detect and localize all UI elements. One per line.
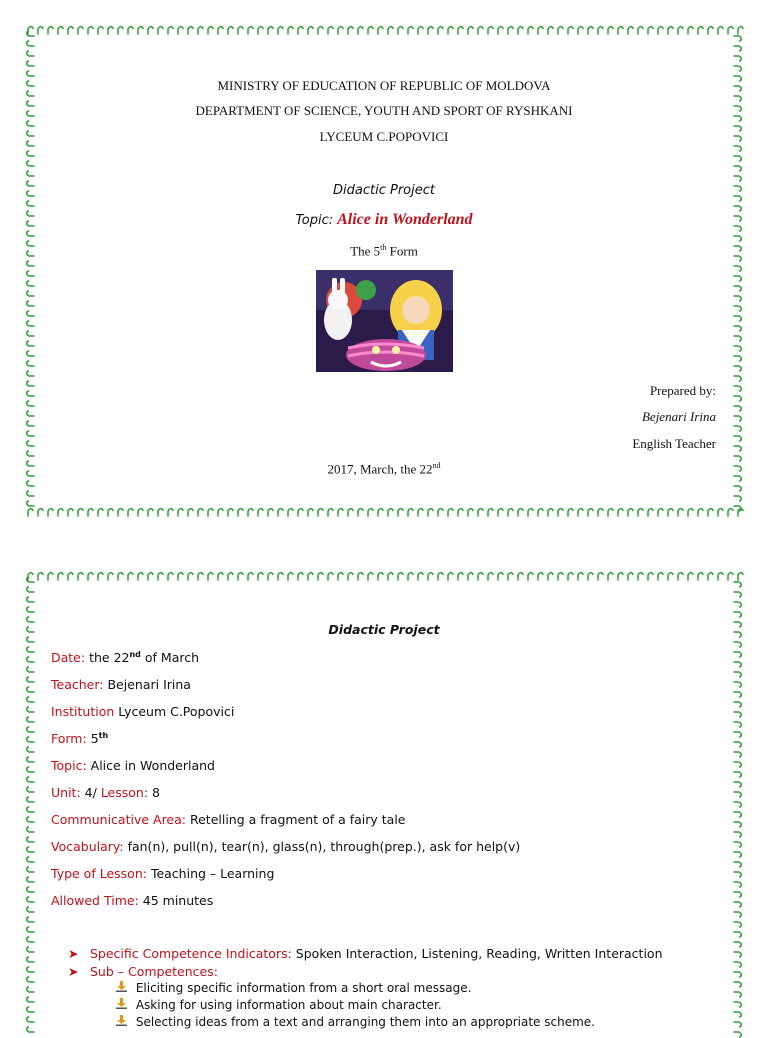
cover-date-sup: nd: [432, 461, 441, 470]
sci-label: Specific Competence Indicators:: [89, 946, 292, 961]
alice-illustration: [316, 270, 453, 372]
list-item: [116, 981, 471, 995]
project-title: Didactic Project: [328, 622, 440, 637]
cover-page: [22, 22, 746, 518]
form-line: [22, 243, 746, 259]
field-vocabulary: [51, 839, 520, 854]
form-label: Form:: [51, 731, 87, 747]
field-type: [51, 866, 274, 881]
time-value: 45 minutes: [142, 893, 214, 908]
author-role: English Teacher: [632, 436, 716, 451]
field-unit: [51, 785, 160, 800]
date-pre: the 22: [89, 650, 130, 666]
project-line: Didactic Project: [333, 183, 435, 198]
comm-value: Retelling a fragment of a fairy tale: [189, 812, 406, 827]
type-label: Type of Lesson:: [51, 866, 147, 881]
type-value: Teaching – Learning: [150, 866, 275, 881]
subcomp-label: Sub – Competences:: [89, 964, 218, 979]
field-topic: [51, 758, 215, 773]
lyceum-line: LYCEUM C.POPOVICI: [319, 129, 449, 144]
field-institution: [51, 704, 234, 719]
prepared-by: Prepared by:: [649, 383, 716, 398]
unit-value: 4/: [84, 785, 97, 800]
field-time: [51, 893, 213, 908]
topic-value: Alice in Wonderland: [90, 758, 215, 773]
institution-value: Lyceum C.Popovici: [118, 704, 235, 719]
arrow-bullet-icon: ➤: [68, 964, 79, 979]
department-line: DEPARTMENT OF SCIENCE, YOUTH AND SPORT OF RYSHKANI: [195, 103, 573, 118]
time-label: Allowed Time:: [51, 893, 139, 908]
form-value: 5: [90, 731, 99, 747]
author-name: Bejenari Irina: [641, 409, 716, 424]
topic-label: Topic:: [51, 758, 87, 773]
arrow-bullet-icon: ➤: [68, 946, 79, 961]
cover-date-pre: 2017, March, the 22: [327, 461, 433, 477]
form-sup: th: [380, 243, 387, 252]
download-arrow-icon: [116, 981, 132, 995]
list-item: [116, 1015, 595, 1029]
comm-label: Communicative Area:: [51, 812, 186, 827]
form-pre: The 5: [350, 243, 381, 259]
vocab-value: fan(n), pull(n), tear(n), glass(n), through(prep.), ask for help(v): [127, 839, 521, 854]
sci-value: Spoken Interaction, Listening, Reading, Written Interaction: [295, 946, 663, 961]
form-post: Form: [389, 243, 418, 259]
institution-label: Institution: [51, 704, 115, 719]
topic-line: [22, 211, 746, 229]
download-arrow-icon: [116, 1015, 132, 1029]
form-sup: th: [98, 731, 109, 740]
download-arrow-icon: [116, 998, 132, 1012]
field-teacher: [51, 677, 191, 692]
lesson-value: 8: [152, 785, 160, 800]
sub-competences: [68, 964, 218, 979]
topic-label: Topic:: [295, 213, 334, 228]
subcomp-text: Asking for using information about main character.: [135, 998, 442, 1012]
field-communicative-area: [51, 812, 406, 827]
date-sup: nd: [129, 650, 141, 659]
project-page: [22, 568, 746, 1038]
date-post: of March: [144, 650, 200, 666]
list-item: [116, 998, 442, 1012]
subcomp-text: Selecting ideas from a text and arranging them into an appropriate scheme.: [135, 1015, 595, 1029]
cover-date: [22, 461, 746, 477]
topic-title: Alice in Wonderland: [337, 211, 473, 228]
field-date: [51, 650, 199, 665]
lesson-label: Lesson:: [100, 785, 149, 800]
subcomp-text: Eliciting specific information from a short oral message.: [135, 981, 472, 995]
ministry-line: MINISTRY OF EDUCATION OF REPUBLIC OF MOLDOVA: [217, 78, 551, 93]
vocab-label: Vocabulary:: [51, 839, 124, 854]
teacher-label: Teacher:: [51, 677, 104, 692]
date-label: Date:: [51, 650, 86, 666]
competence-indicators: [68, 946, 663, 961]
field-form: [51, 731, 108, 746]
teacher-value: Bejenari Irina: [107, 677, 191, 692]
unit-label: Unit:: [51, 785, 81, 800]
